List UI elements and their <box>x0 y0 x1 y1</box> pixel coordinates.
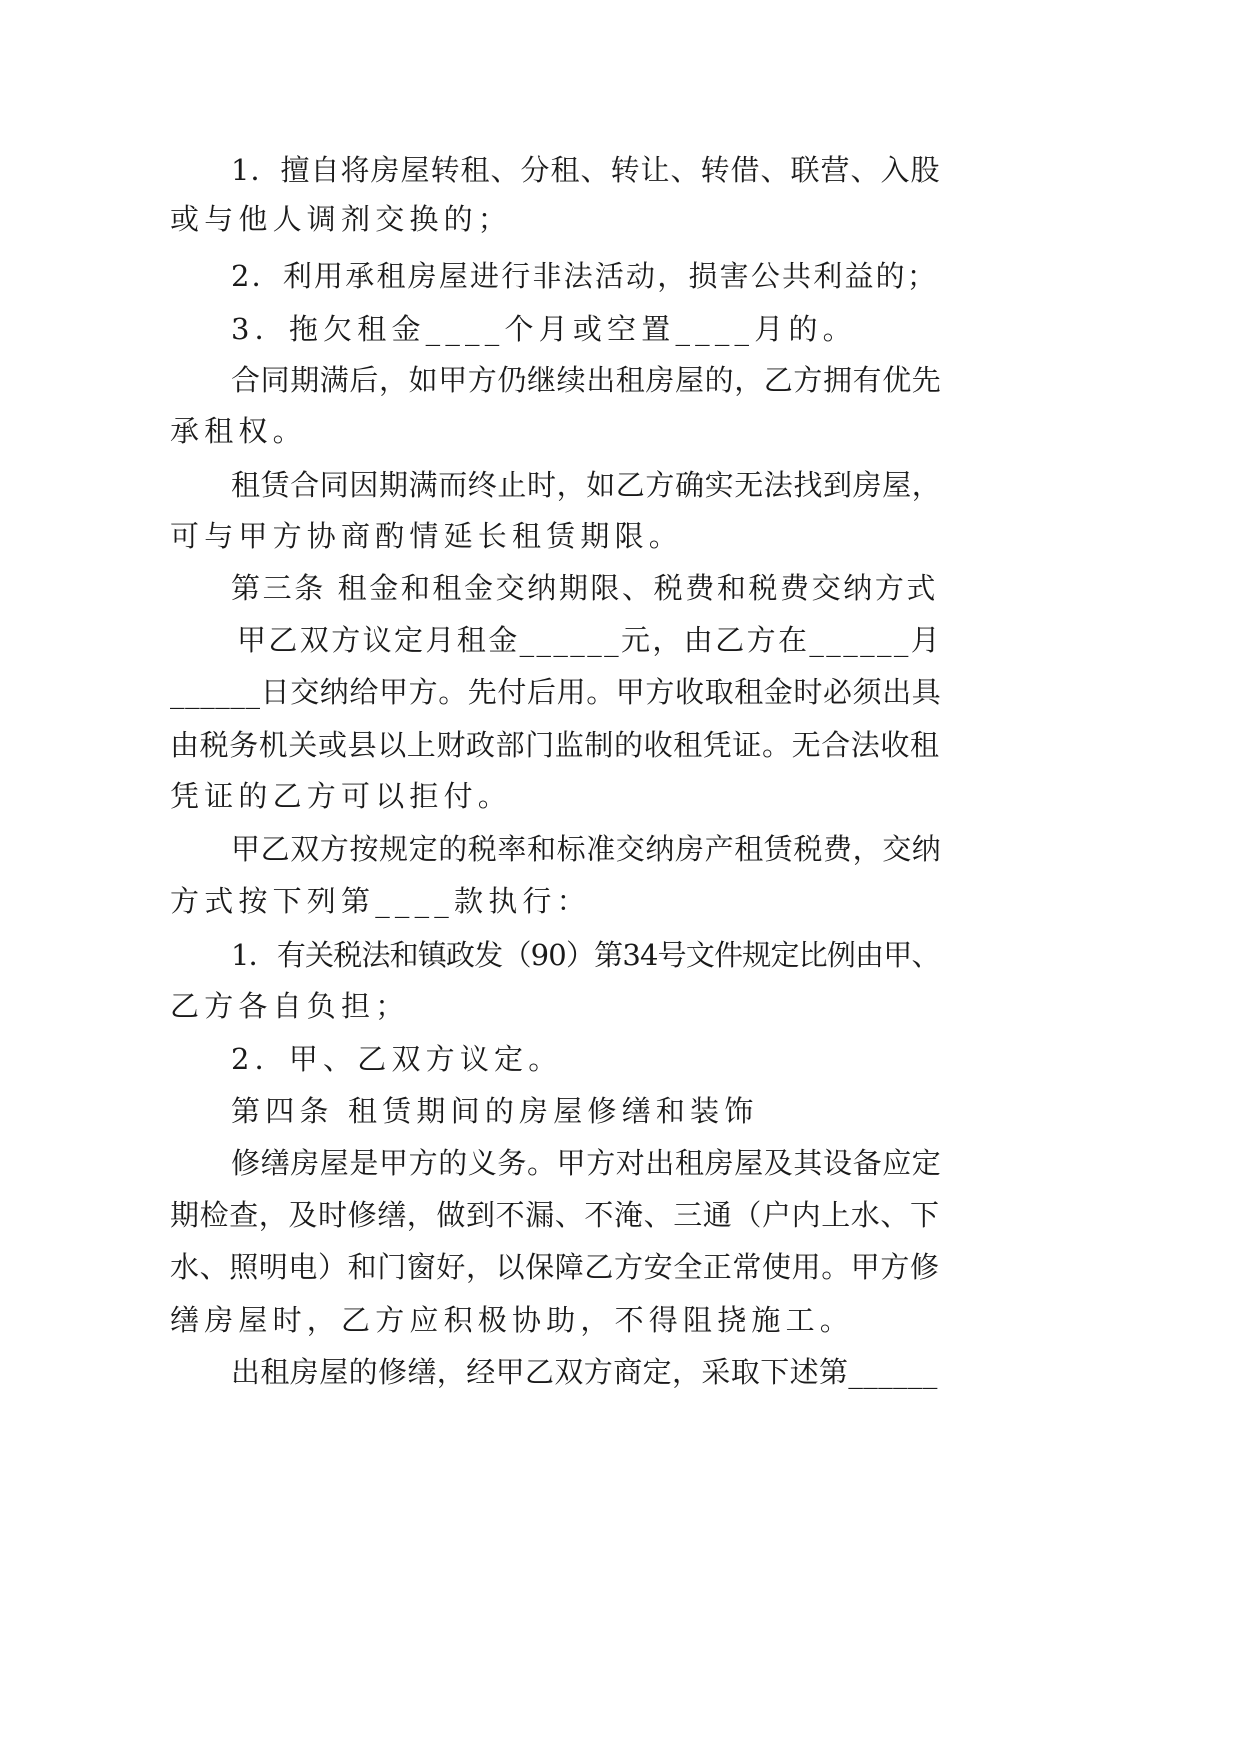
paragraph-line: 1．擅自将房屋转租、分租、转让、转借、联营、入股 <box>231 153 941 187</box>
paragraph-line: 乙方各自负担； <box>170 989 410 1023</box>
paragraph-line: 方式按下列第____款执行： <box>170 884 591 918</box>
paragraph-line: 3．拖欠租金____个月或空置____月的。 <box>231 312 857 346</box>
paragraph-line: 承租权。 <box>170 414 307 448</box>
paragraph-line: 2．利用承租房屋进行非法活动，损害公共利益的； <box>231 259 939 293</box>
paragraph-line: 水、照明电）和门窗好，以保障乙方安全正常使用。甲方修 <box>170 1250 940 1284</box>
paragraph-line: 凭证的乙方可以拒付。 <box>170 779 513 813</box>
paragraph-line: 可与甲方协商酌情延长租赁期限。 <box>170 519 684 553</box>
paragraph-line: 期检查，及时修缮，做到不漏、不淹、三通（户内上水、下 <box>170 1198 940 1232</box>
paragraph-line: 由税务机关或县以上财政部门监制的收租凭证。无合法收租 <box>170 728 940 762</box>
paragraph-line: 甲乙双方按规定的税率和标准交纳房产租赁税费，交纳 <box>231 832 942 866</box>
paragraph-line: 合同期满后，如甲方仍继续出租房屋的，乙方拥有优先 <box>231 363 942 397</box>
paragraph-line: 修缮房屋是甲方的义务。甲方对出租房屋及其设备应定 <box>231 1146 942 1180</box>
paragraph-line: 1．有关税法和镇政发（90）第34号文件规定比例由甲、 <box>231 938 940 972</box>
section-heading: 第四条 租赁期间的房屋修缮和装饰 <box>231 1094 759 1128</box>
paragraph-line: 甲乙双方议定月租金______元，由乙方在______月 <box>237 623 943 657</box>
paragraph-line: 或与他人调剂交换的； <box>170 202 513 236</box>
paragraph-line: 2．甲、乙双方议定。 <box>231 1042 563 1076</box>
section-heading: 第三条 租金和租金交纳期限、税费和税费交纳方式 <box>231 571 939 605</box>
paragraph-line: 缮房屋时，乙方应积极协助，不得阻挠施工。 <box>170 1303 855 1337</box>
paragraph-line: ______日交纳给甲方。先付后用。甲方收取租金时必须出具 <box>170 675 942 709</box>
paragraph-line: 租赁合同因期满而终止时，如乙方确实无法找到房屋， <box>231 468 942 502</box>
paragraph-line: 出租房屋的修缮，经甲乙双方商定，采取下述第______ <box>231 1355 938 1389</box>
